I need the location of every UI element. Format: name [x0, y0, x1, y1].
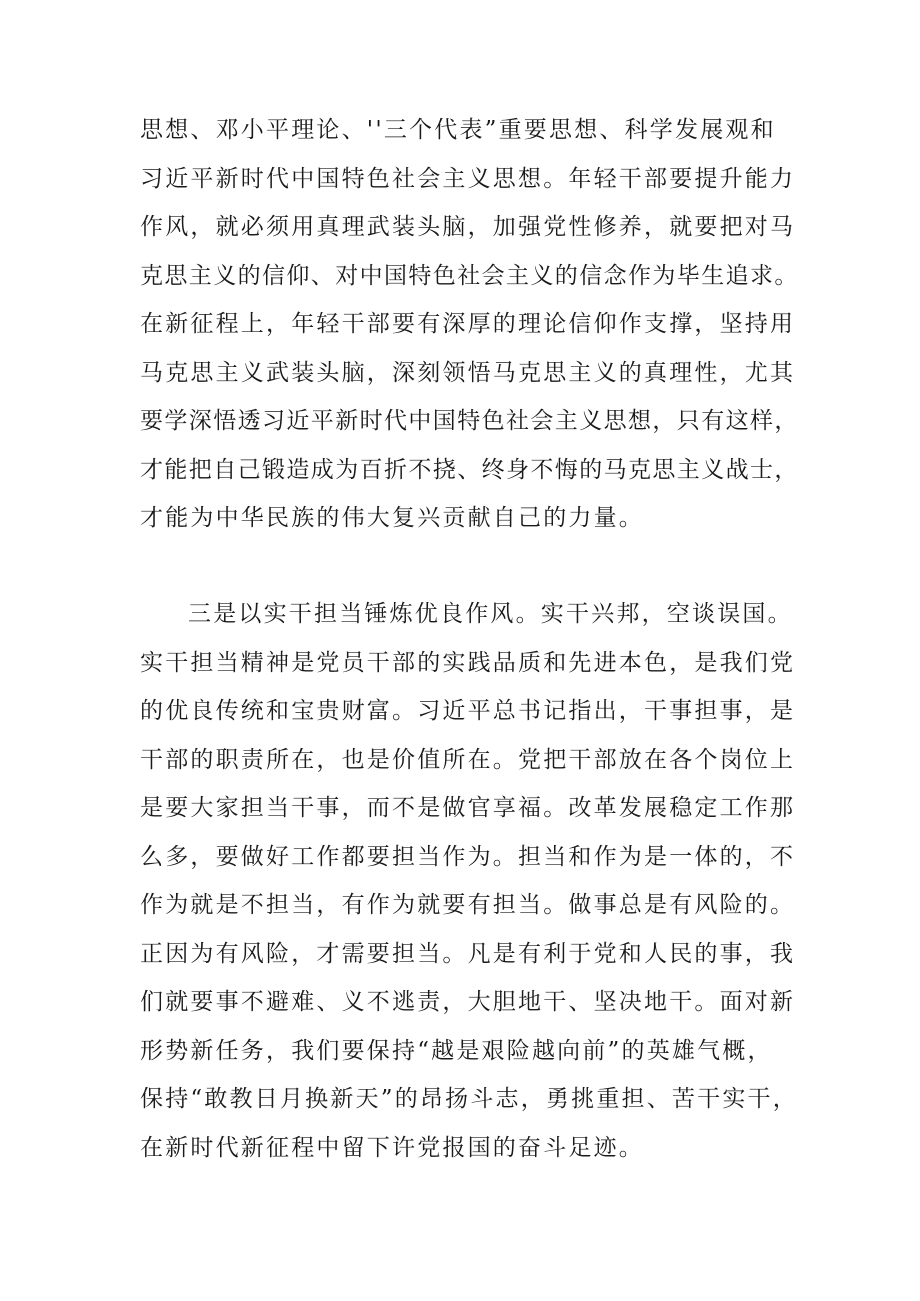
text-line: 作为就是不担当，有作为就要有担当。做事总是有风险的。	[140, 892, 796, 918]
text-line: 才能把自己锻造成为百折不挠、终身不悔的马克思主义战士，	[140, 456, 799, 483]
paragraph-2	[140, 590, 800, 1172]
text-line: 们就要事不避难、义不逃责，大胆地干、坚决地干。面对新	[140, 989, 796, 1015]
text-line: 保持“敢教日月换新天”的昂扬斗志，勇挑重担、苦干实干，	[140, 1086, 798, 1112]
text-line: 正因为有风险，才需要担当。凡是有利于党和人民的事，我	[140, 940, 796, 967]
text-line: 作风，就必须用真理武装头脑，加强党性修养，就要把对马	[140, 214, 796, 240]
text-line: 克思主义的信仰、对中国特色社会主义的信念作为毕生追求。	[140, 262, 799, 289]
text-line: 干部的职责所在，也是价值所在。党把干部放在各个岗位上	[140, 746, 796, 773]
text-line: 在新时代新征程中留下许党报国的奋斗足迹。	[140, 1134, 644, 1161]
text-line: 么多，要做好工作都要担当作为。担当和作为是一体的，不	[140, 843, 796, 870]
text-line: 才能为中华民族的伟大复兴贡献自己的力量。	[140, 505, 644, 531]
text-line: 思想、邓小平理论、''三个代表”重要思想、科学发展观和	[140, 117, 776, 143]
text-line: 习近平新时代中国特色社会主义思想。年轻干部要提升能力	[140, 165, 796, 192]
text-line: 实干担当精神是党员干部的实践品质和先进本色，是我们党	[140, 649, 796, 676]
text-line-first: 三是以实干担当锤炼优良作风。实干兴邦，空谈误国。	[188, 601, 793, 627]
text-line: 是要大家担当干事，而不是做官享福。改革发展稳定工作那	[140, 795, 796, 821]
text-line: 要学深悟透习近平新时代中国特色社会主义思想，只有这样，	[140, 408, 799, 434]
text-line: 形势新任务，我们要保持“越是艰险越向前”的英雄气概，	[140, 1037, 773, 1064]
text-line: 马克思主义武装头脑，深刻领悟马克思主义的真理性，尤其	[140, 359, 796, 386]
paragraph-1	[140, 106, 800, 543]
text-line: 在新征程上，年轻干部要有深厚的理论信仰作支撑，坚持用	[140, 311, 796, 337]
text-line: 的优良传统和宝贵财富。习近平总书记指出，干事担事，是	[140, 698, 796, 724]
